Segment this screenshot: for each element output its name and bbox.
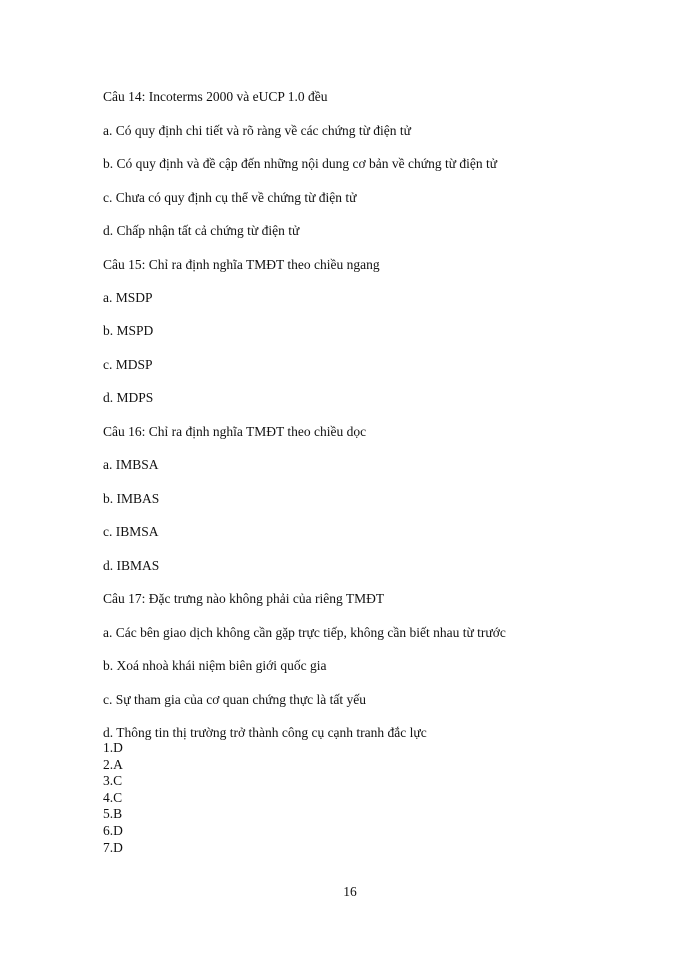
question-14-option-d: d. Chấp nhận tất cả chứng từ điện tử [103,223,300,238]
question-15-option-d: d. MDPS [103,390,154,405]
question-16-option-c: c. IBMSA [103,524,159,539]
answer-key-item: 2.A [103,756,123,772]
question-17-prompt: Câu 17: Đặc trưng nào không phải của riêng TMĐT [103,591,385,606]
question-16-option-b: b. IMBAS [103,491,160,506]
answer-key-item: 6.D [103,822,123,838]
answer-key-item: 5.B [103,806,123,822]
page-number: 16 [343,884,357,899]
answer-key-item: 4.C [103,789,123,805]
question-17-option-b: b. Xoá nhoà khái niệm biên giới quốc gia [103,658,327,673]
question-14-prompt: Câu 14: Incoterms 2000 và eUCP 1.0 đều [103,89,328,104]
answer-key-item: 1.D [103,740,123,755]
question-15-option-c: c. MDSP [103,357,153,372]
question-17-option-a: a. Các bên giao dịch không cần gặp trực tiếp, không cần biết nhau từ trước [103,625,506,640]
answer-key-item: 7.D [103,839,123,855]
question-16-option-a: a. IMBSA [103,457,159,472]
question-14-option-a: a. Có quy định chi tiết và rõ ràng về các chứng từ điện tử [103,123,411,138]
question-15-option-b: b. MSPD [103,323,154,338]
answer-key-list [103,740,123,856]
question-17-option-c: c. Sự tham gia của cơ quan chứng thực là tất yếu [103,692,367,707]
question-15-option-a: a. MSDP [103,290,153,305]
question-16-option-d: d. IBMAS [103,558,160,573]
question-14-option-b: b. Có quy định và đề cập đến những nội dung cơ bản về chứng từ điện tử [103,156,498,171]
answer-key-item: 3.C [103,773,123,789]
question-17-option-d: d. Thông tin thị trường trở thành công cụ cạnh tranh đắc lực [103,725,427,740]
question-14-option-c: c. Chưa có quy định cụ thể về chứng từ điện tử [103,190,357,205]
question-15-prompt: Câu 15: Chỉ ra định nghĩa TMĐT theo chiều ngang [103,257,380,272]
question-16-prompt: Câu 16: Chỉ ra định nghĩa TMĐT theo chiều dọc [103,424,367,439]
